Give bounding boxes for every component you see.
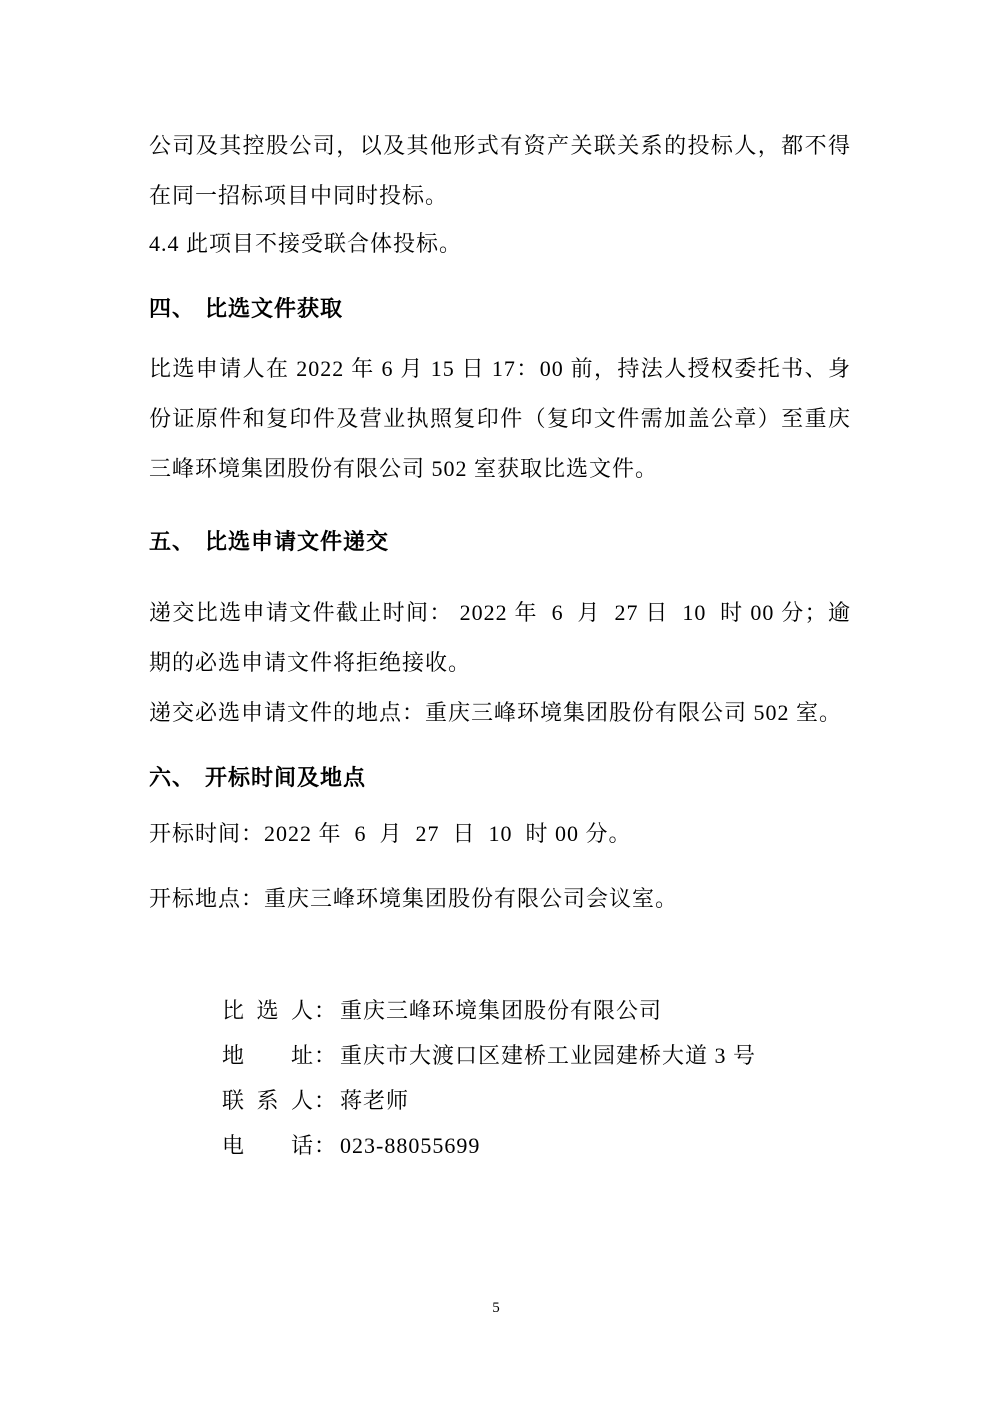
section-5-deadline-paragraph: 递交比选申请文件截止时间： 2022 年 6 月 27 日 10 时 00 分；逾期的必选申请文件将拒绝接收。 [149,600,851,675]
clause-4-4: 4.4 此项目不接受联合体投标。 [149,231,463,256]
section-5-heading [149,517,851,567]
contact-person-colon: ： [314,1088,338,1113]
bid-opening-time-paragraph: 开标时间：2022 年 6 月 27 日 10 时 00 分。 [149,821,632,846]
section-6-title: 开标时间及地点 [205,765,367,790]
bid-opening-place-paragraph: 开标地点：重庆三峰环境集团股份有限公司会议室。 [149,886,679,911]
address-label: 地址 [222,1043,314,1068]
selector-colon: ： [314,998,338,1023]
phone-colon: ： [314,1133,338,1158]
paragraph-carryover: 公司及其控股公司，以及其他形式有资产关联关系的投标人，都不得在同一招标项目中同时投标。 [149,133,851,208]
section-4-paragraph: 比选申请人在 2022 年 6 月 15 日 17：00 前，持法人授权委托书、身份证原件和复印件及营业执照复印件（复印文件需加盖公章）至重庆三峰环境集团股份有限公司 502 室获取比选文件。 [149,356,851,481]
section-5-title: 比选申请文件递交 [205,529,390,554]
selector-value: 重庆三峰环境集团股份有限公司 [340,998,663,1023]
selector-row [222,988,756,1033]
section-4-title: 比选文件获取 [205,296,344,321]
contact-person-row [222,1078,756,1123]
section-5-location-paragraph: 递交必选申请文件的地点：重庆三峰环境集团股份有限公司 502 室。 [149,700,843,725]
address-colon: ： [314,1043,338,1068]
address-row [222,1033,756,1078]
phone-row [222,1123,756,1168]
section-4-number: 四、 [149,296,196,321]
selector-label: 比选人 [222,998,314,1023]
phone-value: 023-88055699 [340,1133,481,1158]
section-6-heading [149,753,851,803]
phone-label: 电话 [222,1133,314,1158]
address-value: 重庆市大渡口区建桥工业园建桥大道 3 号 [340,1043,757,1068]
contact-person-label: 联系人 [222,1088,314,1113]
section-4-heading [149,284,851,334]
contact-block [222,988,756,1168]
contact-person-value: 蒋老师 [340,1088,410,1113]
page-number: 5 [492,1300,500,1316]
section-6-number: 六、 [149,765,196,790]
section-5-number: 五、 [149,529,196,554]
